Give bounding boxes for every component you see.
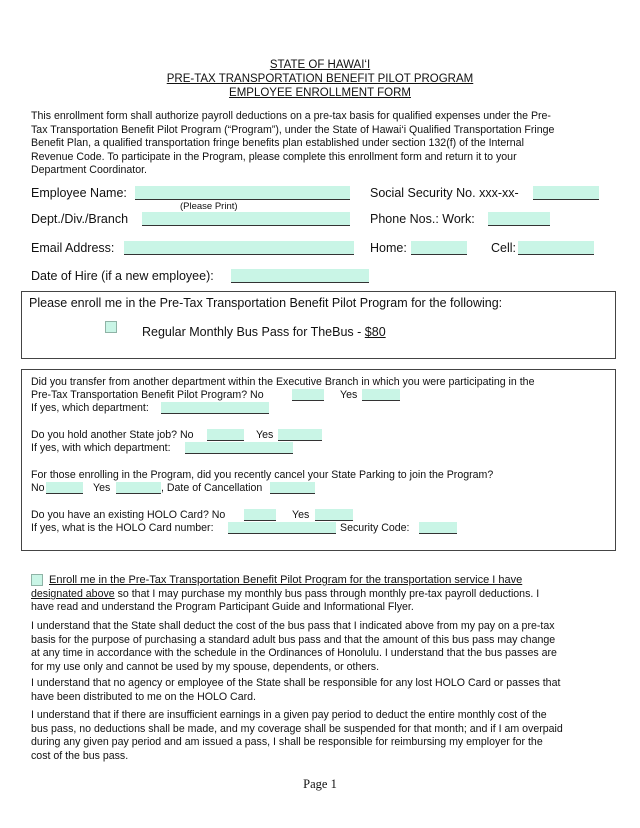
enroll-agreement-underlined: Enroll me in the Pre-Tax Transportation Benefit Pilot Program for the transportation service I have [49, 574, 523, 586]
phone-work-label: Phone Nos.: Work: [370, 212, 475, 226]
home-phone-field[interactable] [411, 241, 467, 255]
q-other-job-dept-label: If yes, with which department: [31, 442, 171, 454]
ssn-label: Social Security No. xxx-xx- [370, 186, 519, 200]
q-transfer-line1: Did you transfer from another department within the Executive Branch in which you were participating in the [31, 376, 535, 388]
q-transfer-yes-label: Yes [340, 389, 358, 401]
intro-line: Tax Transportation Benefit Pilot Program (“Program”), under the State of Hawai‘i Qualified Transportation Fringe [31, 123, 555, 136]
q-transfer-dept-label: If yes, which department: [31, 402, 149, 414]
q-parking-yes-field[interactable] [116, 482, 161, 494]
intro-line: This enrollment form shall authorize payroll deductions on a pre-tax basis for qualified expenses under the Pre- [31, 110, 551, 122]
q-other-job-yes-label: Yes [256, 429, 274, 441]
bus-pass-label: Regular Monthly Bus Pass for TheBus - [142, 325, 365, 339]
agreement-line: for my use only and cannot be used by my spouse, dependents, or others. [31, 660, 380, 673]
q-other-job-dept-field[interactable] [185, 442, 293, 454]
cell-phone-field[interactable] [518, 241, 594, 255]
agreement-line: I understand that the State shall deduct the cost of the bus pass that I indicated above from my pay on a pre-tax [31, 620, 555, 632]
cell-phone-label: Cell: [491, 241, 517, 255]
q-holo-yes-label: Yes [292, 509, 310, 521]
dept-label: Dept./Div./Branch [31, 212, 129, 226]
q-transfer-dept-field[interactable] [161, 402, 269, 414]
q-holo-security-field[interactable] [419, 522, 457, 534]
please-print-note: (Please Print) [180, 201, 238, 212]
q-holo-label: Do you have an existing HOLO Card? No [31, 509, 226, 521]
bus-pass-option [142, 325, 386, 339]
q-other-job-yes-field[interactable] [278, 429, 322, 441]
agreement-paragraph-1 [31, 620, 621, 674]
home-phone-label: Home: [370, 241, 407, 255]
intro-line: Department Coordinator. [31, 164, 148, 176]
agreement-line: basis for the purpose of purchasing a standard adult bus pass and that the amount of this bus pass may change [31, 633, 556, 646]
q-parking-no-label: No [31, 482, 45, 494]
ssn-field[interactable] [533, 186, 599, 200]
q-holo-yes-field[interactable] [315, 509, 353, 521]
q-transfer-line2: Pre-Tax Transportation Benefit Pilot Program? No [31, 389, 264, 401]
intro-line: Revenue Code. To participate in the Program, please complete this enrollment form and return it to your [31, 150, 517, 163]
q-holo-number-field[interactable] [228, 522, 336, 534]
q-holo-security-label: Security Code: [340, 522, 410, 534]
employee-name-label: Employee Name: [31, 186, 127, 200]
agreement-paragraph-3 [31, 709, 621, 763]
employee-name-field[interactable] [135, 186, 350, 200]
agreement-line: I understand that if there are insufficient earnings in a given pay period to deduct the entire monthly cost of the [31, 709, 547, 721]
dept-field[interactable] [142, 212, 350, 226]
enroll-agreement-line3: have read and understand the Program Participant Guide and Informational Flyer. [31, 601, 414, 613]
agreement-line: have been distributed to me on the HOLO Card. [31, 690, 256, 703]
q-transfer-yes-field[interactable] [362, 389, 400, 401]
form-title-form: EMPLOYEE ENROLLMENT FORM [229, 87, 411, 99]
q-transfer-no-field[interactable] [292, 389, 324, 401]
email-field[interactable] [124, 241, 354, 255]
hire-date-label: Date of Hire (if a new employee): [31, 269, 214, 283]
intro-paragraph [31, 110, 621, 178]
hire-date-field[interactable] [231, 269, 369, 283]
q-parking-cancel-label: , Date of Cancellation [161, 482, 263, 494]
bus-pass-checkbox[interactable] [105, 321, 117, 333]
q-parking-cancel-date-field[interactable] [270, 482, 315, 494]
q-holo-no-field[interactable] [244, 509, 276, 521]
email-label: Email Address: [31, 241, 115, 255]
form-title-program: PRE-TAX TRANSPORTATION BENEFIT PILOT PROGRAM [166, 73, 474, 85]
enroll-agreement-underlined-2: designated above [31, 588, 115, 600]
agreement-line: during any given pay period and am issued a pass, I shall be responsible for reimbursing my employer for the [31, 736, 543, 748]
q-parking-yes-label: Yes [93, 482, 111, 494]
enroll-options-text: Please enroll me in the Pre-Tax Transportation Benefit Pilot Program for the following: [29, 296, 503, 310]
page-number: Page 1 [303, 777, 337, 791]
phone-work-field[interactable] [488, 212, 550, 226]
enroll-agreement-line2 [31, 588, 539, 602]
q-other-job-label: Do you hold another State job? No [31, 429, 194, 441]
enroll-agreement-line1 [49, 574, 522, 588]
agreement-line: bus pass, no deductions shall be made, and my coverage shall be suspended for that month; and if I am overpaid [31, 722, 563, 735]
agreement-line: cost of the bus pass. [31, 749, 129, 762]
form-title-state: STATE OF HAWAI‘I [269, 59, 371, 71]
enroll-agreement-rest: so that I may purchase my monthly bus pass through monthly pre-tax payroll deductions. I [114, 588, 540, 600]
enroll-agreement-checkbox[interactable] [31, 574, 43, 586]
q-parking-line1: For those enrolling in the Program, did you recently cancel your State Parking to join the Program? [31, 469, 494, 481]
q-holo-number-label: If yes, what is the HOLO Card number: [31, 522, 214, 534]
q-parking-no-field[interactable] [46, 482, 83, 494]
intro-line: Benefit Plan, a qualified transportation fringe benefits plan established under section 132(f) of the Internal [31, 137, 524, 149]
bus-pass-price: $80 [364, 325, 386, 339]
agreement-line: at any time in accordance with the schedule in the Ordinances of Honolulu. I understand that the bus passes are [31, 647, 557, 659]
q-other-job-no-field[interactable] [207, 429, 244, 441]
agreement-paragraph-2 [31, 677, 621, 704]
agreement-line: I understand that no agency or employee of the State shall be responsible for any lost HOLO Card or passes that [31, 677, 561, 689]
